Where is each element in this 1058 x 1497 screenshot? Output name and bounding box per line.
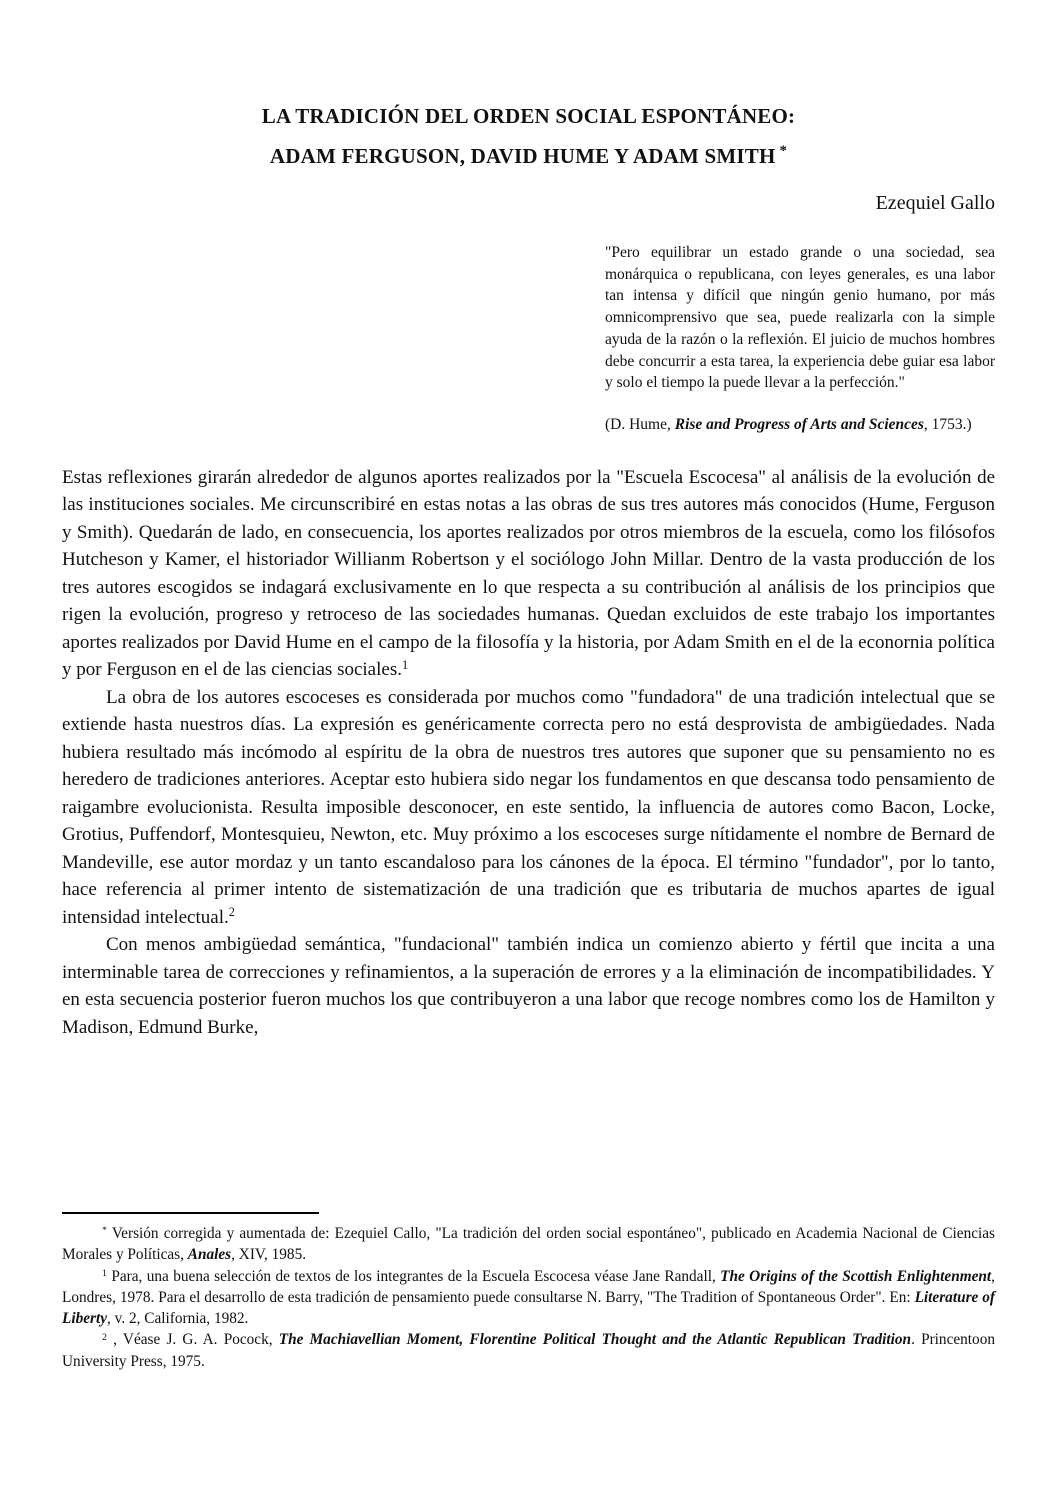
- footnote-asterisk: * Versión corregida y aumentada de: Ezequiel Callo, "La tradición del orden social espontáneo", publicado en Academia Nacional de Ciencias Morales y Políticas, Anales, XIV, 1985.: [62, 1225, 995, 1264]
- title-line-2-text: ADAM FERGUSON, DAVID HUME Y ADAM SMITH: [269, 144, 776, 168]
- body-paragraph-3: Con menos ambigüedad semántica, "fundacional" también indica un comienzo abierto y fértil que incita a una interminable tarea de correcciones y refinamientos, a la superación de errores y a la eliminación de incompatibilidades. Y en esta secuencia posterior fueron muchos los que contribuyeron a una labor que recoge nombres como los de Hamilton y Madison, Edmund Burke,: [62, 934, 995, 1038]
- page-title: [62, 96, 995, 176]
- epigraph-quote: "Pero equilibrar un estado grande o una sociedad, sea monárquica o republicana, con leyes generales, es una labor tan intensa y difícil que ningún genio humano, por más omnicomprensivo que sea, puede realizarla con la simple ayuda de la razón o la reflexión. El juicio de muchos hombres debe concurrir a esta tarea, la experiencia debe guiar esa labor y solo el tiempo la puede llevar a la perfección.": [605, 244, 995, 392]
- footnotes-section: [62, 1212, 995, 1372]
- article-body: [62, 464, 995, 1042]
- title-line-1: LA TRADICIÓN DEL ORDEN SOCIAL ESPONTÁNEO:: [261, 104, 796, 128]
- title-line-2: [270, 144, 787, 168]
- author-name: Ezequiel Gallo: [875, 192, 995, 214]
- footnote-2: $^2$ , Véase J. G. A. Pocock, The Machiavellian Moment, Florentine Political Thought and the Atlantic Republican Tradition. Princentoon University Press, 1975.: [62, 1331, 995, 1370]
- body-paragraph-2: La obra de los autores escoceses es considerada por muchos como "fundadora" de una tradición intelectual que se extiende hasta nuestros días. La expresión es genéricamente correcta pero no está desprovista de ambigüedades. Nada hubiera resultado más incómodo al espíritu de la obra de nuestros tres autores que suponer que su pensamiento no es heredero de tradiciones anteriores. Aceptar esto hubiera sido negar los fundamentos en que descansa todo pensamiento de raigambre evolucionista. Resulta imposible desconocer, en este sentido, la influencia de autores como Bacon, Locke, Grotius, Puffendorf, Montesquieu, Newton, etc. Muy próximo a los escoceses surge nítidamente el nombre de Bernard de Mandeville, ese autor mordaz y un tanto escandaloso para los cánones de la época. El término "fundador", por lo tanto, hace referencia al primer intento de sistematización de una tradición que es tributaria de muchos apartes de igual intensidad intelectual.$^2$: [62, 686, 995, 928]
- title-footnote-asterisk: *: [779, 142, 788, 159]
- footnote-1: $^1$ Para, una buena selección de textos de los integrantes de la Escuela Escocesa véase Jane Randall, The Origins of the Scottish Enlightenment, Londres, 1978. Para el desarrollo de esta tradición de pensamiento puede consultarse N. Barry, "The Tradition of Spontaneous Order". En: Literature of Liberty, v. 2, California, 1982.: [62, 1267, 995, 1328]
- footnote-separator-rule: [62, 1212, 319, 1214]
- epigraph-attribution: (D. Hume, Rise and Progress of Arts and Sciences, 1753.): [605, 415, 972, 433]
- body-paragraph-1: Estas reflexiones girarán alrededor de algunos aportes realizados por la "Escuela Escocesa" al análisis de la evolución de las instituciones sociales. Me circunscribiré en estas notas a las obras de sus tres autores más conocidos (Hume, Ferguson y Smith). Quedarán de lado, en consecuencia, los aportes realizados por otros miembros de la escuela, como los filósofos Hutcheson y Kamer, el historiador Willianm Robertson y el sociólogo John Millar. Dentro de la vasta producción de los tres autores escogidos se indagará exclusivamente en lo que respecta a su contribución al análisis de los principios que rigen la evolución, progreso y retroceso de las sociedades humanas. Quedan excluidos de este trabajo los importantes aportes realizados por David Hume en el campo de la filosofía y la historia, por Adam Smith en el de la econornia política y por Ferguson en el de las ciencias sociales.$^1$: [62, 466, 995, 681]
- epigraph-block: [605, 242, 995, 436]
